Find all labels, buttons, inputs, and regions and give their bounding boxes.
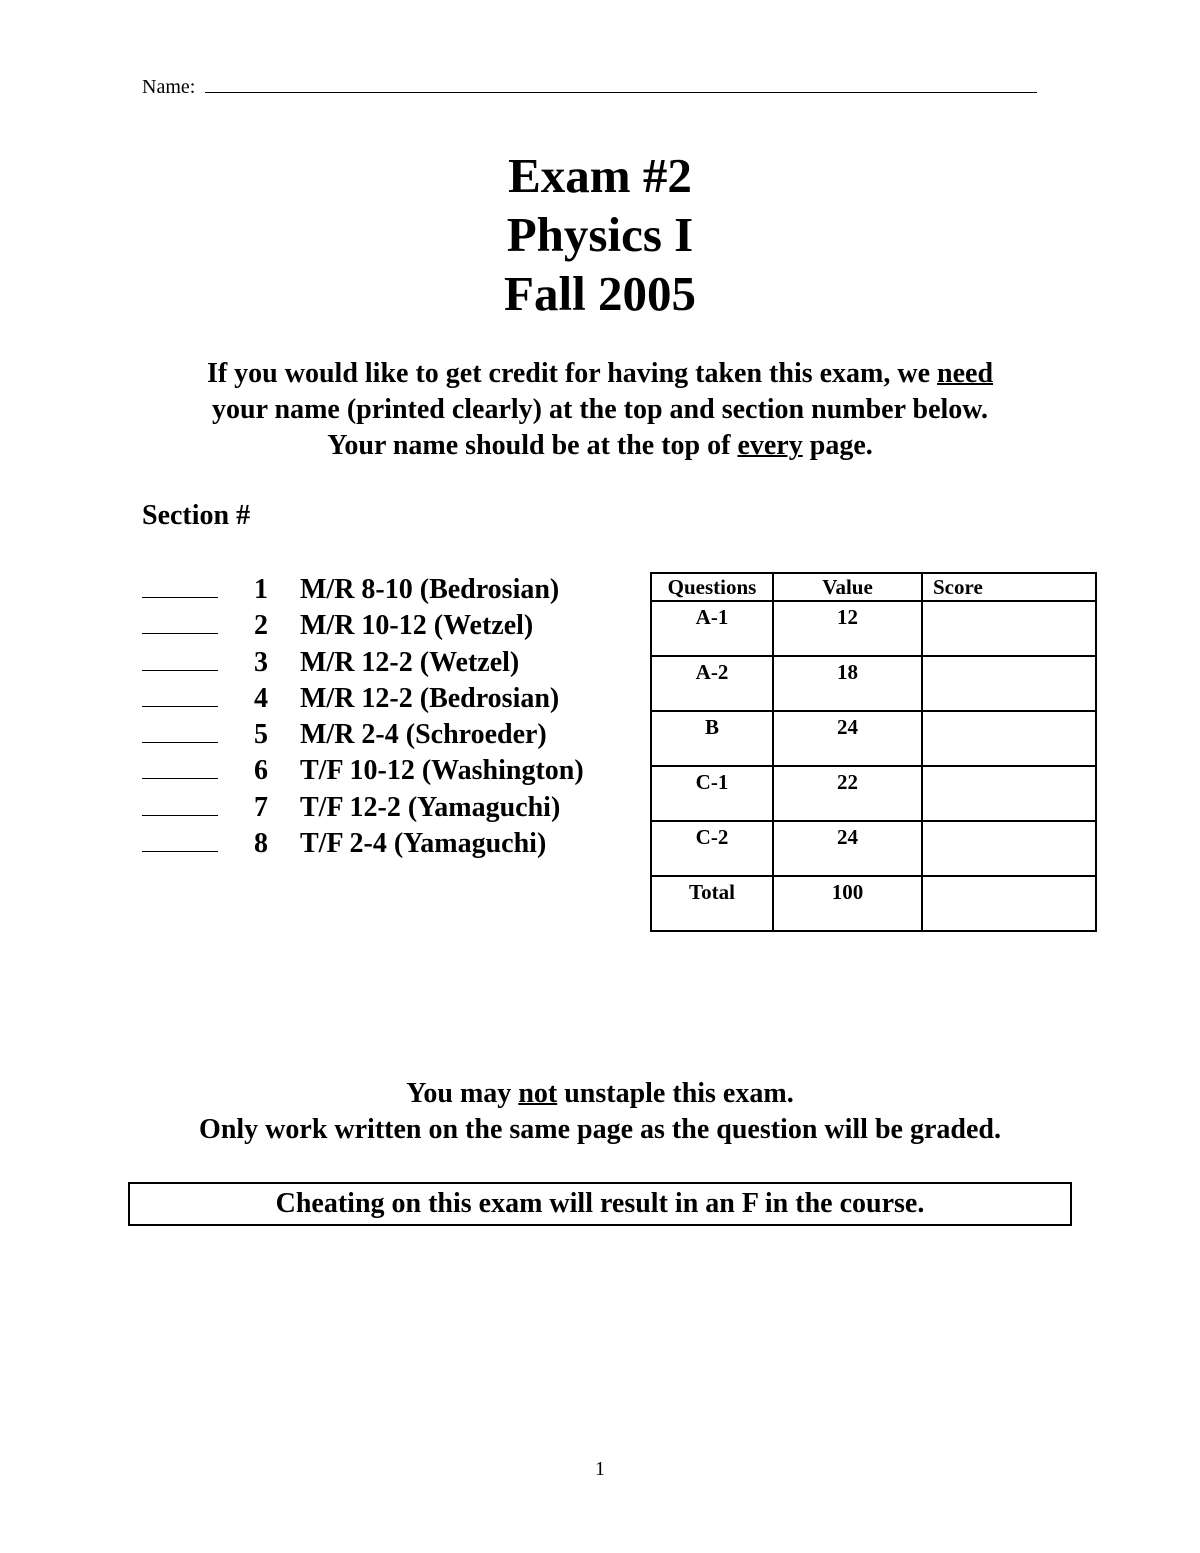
section-checkbox-line[interactable] [142,789,218,816]
table-header-row [651,573,1096,601]
section-option [142,789,584,825]
question-cell: C-2 [651,821,773,876]
rule-unstaple: You may not unstaple this exam. [406,1078,794,1109]
exam-title [0,146,1200,323]
section-description: T/F 10-12 (Washington) [300,755,584,787]
section-checkbox-line[interactable] [142,752,218,779]
value-cell: 24 [773,821,922,876]
question-cell: C-1 [651,766,773,821]
value-cell: 18 [773,656,922,711]
section-option [142,644,584,680]
title-line-term: Fall 2005 [504,266,696,321]
title-line-exam: Exam #2 [508,148,692,203]
header-score: Score [922,573,1096,601]
rule-same-page: Only work written on the same page as the question will be graded. [199,1114,1001,1145]
notice-line-2: your name (printed clearly) at the top and section number below. [212,394,988,425]
emphasis-not: not [518,1078,558,1109]
page-number: 1 [595,1458,605,1480]
section-checkbox-line[interactable] [142,680,218,707]
section-checkbox-line[interactable] [142,607,218,634]
section-option [142,571,584,607]
score-cell[interactable] [922,766,1096,821]
table-row [651,656,1096,711]
section-description: T/F 12-2 (Yamaguchi) [300,791,561,823]
section-description: M/R 2-4 (Schroeder) [300,719,547,751]
section-list [142,571,584,861]
section-number: 2 [254,610,268,642]
emphasis-every: every [737,430,803,461]
section-option [142,825,584,861]
section-description: M/R 12-2 (Wetzel) [300,646,520,678]
exam-rules [0,1076,1200,1148]
score-cell[interactable] [922,821,1096,876]
title-line-course: Physics I [506,207,694,262]
section-description: M/R 8-10 (Bedrosian) [300,574,560,605]
section-checkbox-line[interactable] [142,716,218,743]
question-cell: Total [651,876,773,931]
emphasis-need: need [937,358,994,389]
section-checkbox-line[interactable] [142,644,218,671]
score-cell[interactable] [922,656,1096,711]
question-cell: B [651,711,773,766]
table-row [651,601,1096,656]
notice-line-1: If you would like to get credit for having taken this exam, we need [206,358,994,389]
section-description: M/R 12-2 (Bedrosian) [300,682,560,714]
section-heading: Section # [142,500,251,531]
question-cell: A-1 [651,601,773,656]
table-row [651,821,1096,876]
section-number: 5 [254,719,268,751]
section-description: T/F 2-4 (Yamaguchi) [300,828,547,860]
score-cell[interactable] [922,601,1096,656]
value-cell: 24 [773,711,922,766]
table-row [651,766,1096,821]
header-questions: Questions [651,573,773,601]
name-blank-line[interactable] [205,72,1037,93]
section-description: M/R 10-12 (Wetzel) [300,610,534,642]
cheating-warning-box: Cheating on this exam will result in an F in the course. [128,1182,1072,1226]
section-number: 8 [254,828,268,860]
header-value: Value [773,573,922,601]
section-option [142,607,584,643]
value-cell: 22 [773,766,922,821]
score-cell[interactable] [922,711,1096,766]
section-number: 1 [254,574,268,605]
value-cell: 100 [773,876,922,931]
score-table [650,572,1097,932]
table-row [651,711,1096,766]
score-cell[interactable] [922,876,1096,931]
section-option [142,716,584,752]
section-number: 4 [254,682,268,714]
section-number: 3 [254,646,268,678]
question-cell: A-2 [651,656,773,711]
name-label: Name: [142,76,196,98]
value-cell: 12 [773,601,922,656]
section-checkbox-line[interactable] [142,825,218,852]
section-checkbox-line[interactable] [142,571,218,598]
notice-line-3: Your name should be at the top of every page. [327,430,873,461]
table-row-total [651,876,1096,931]
section-option [142,680,584,716]
credit-notice [0,356,1200,464]
section-number: 7 [254,791,268,823]
section-number: 6 [254,755,268,787]
section-option [142,752,584,788]
name-field [142,72,1037,99]
